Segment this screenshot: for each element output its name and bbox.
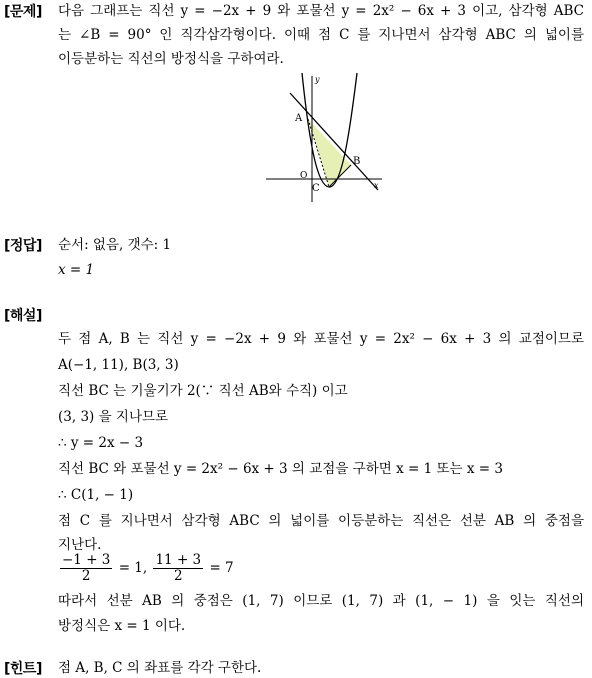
- fraction-y-denominator: 2: [174, 568, 183, 584]
- solution-line-11: 따라서 선분 AB 의 중점은 (1, 7) 이므로 (1, 7) 과 (1, − 1) 을 잇는 직선의: [58, 593, 584, 609]
- label-y: y: [315, 75, 320, 84]
- answer-line-2: x = 1: [58, 262, 95, 278]
- solution-line-1: 두 점 A, B 는 직선 y = −2x + 9 와 포물선 y = 2x² − 6x + 3 의 교점이므로: [58, 331, 584, 347]
- fraction-x-result: = 1,: [118, 560, 148, 576]
- fraction-x-denominator: 2: [81, 568, 91, 584]
- hint-line-1: 점 A, B, C 의 좌표를 각각 구한다.: [58, 660, 262, 676]
- label-c: C: [312, 183, 320, 194]
- fraction-x: [60, 553, 112, 584]
- label-x: x: [374, 181, 379, 190]
- solution-line-9: 지난다.: [58, 537, 102, 553]
- solution-line-5: ∴ y = 2x − 3: [58, 435, 144, 451]
- midpoint-fractions: [58, 553, 584, 584]
- fraction-y-result: = 7: [209, 560, 234, 576]
- hint-tag: [힌트]: [4, 661, 42, 677]
- label-o: O: [300, 171, 308, 181]
- solution-line-12: 방정식은 x = 1 이다.: [58, 618, 186, 634]
- problem-line-3: 이등분하는 직선의 방정식을 구하여라.: [58, 51, 284, 67]
- solution-line-3: 직선 BC 는 기울기가 2(∵ 직선 AB와 수직) 이고: [58, 383, 348, 399]
- label-a: A: [295, 113, 303, 124]
- solution-line-4: (3, 3) 을 지나므로: [58, 409, 169, 425]
- fraction-y: [153, 553, 203, 584]
- problem-tag: [문제]: [4, 4, 42, 20]
- solution-line-2: A(−1, 11), B(3, 3): [58, 357, 179, 373]
- label-b: B: [353, 156, 361, 167]
- fraction-x-numerator: −1 + 3: [62, 552, 111, 568]
- solution-line-6: 직선 BC 와 포물선 y = 2x² − 6x + 3 의 교점을 구하면 x = 1 또는 x = 3: [58, 461, 503, 477]
- answer-tag: [정답]: [4, 238, 42, 254]
- answer-line-1: 순서: 없음, 갯수: 1: [58, 237, 172, 253]
- graph-figure: [262, 70, 392, 205]
- solution-line-8: 점 C 를 지나면서 삼각형 ABC 의 넓이를 이등분하는 직선은 선분 AB 의 중점을: [58, 513, 584, 529]
- fraction-y-numerator: 11 + 3: [155, 552, 202, 568]
- problem-line-2: 는 ∠B = 90° 인 직각삼각형이다. 이때 점 C 를 지나면서 삼각형 ABC 의 넓이를: [58, 27, 584, 43]
- solution-line-7: ∴ C(1, − 1): [58, 487, 134, 503]
- solution-tag: [해설]: [4, 308, 42, 324]
- problem-line-1: 다음 그래프는 직선 y = −2x + 9 와 포물선 y = 2x² − 6x + 3 이고, 삼각형 ABC: [58, 3, 584, 19]
